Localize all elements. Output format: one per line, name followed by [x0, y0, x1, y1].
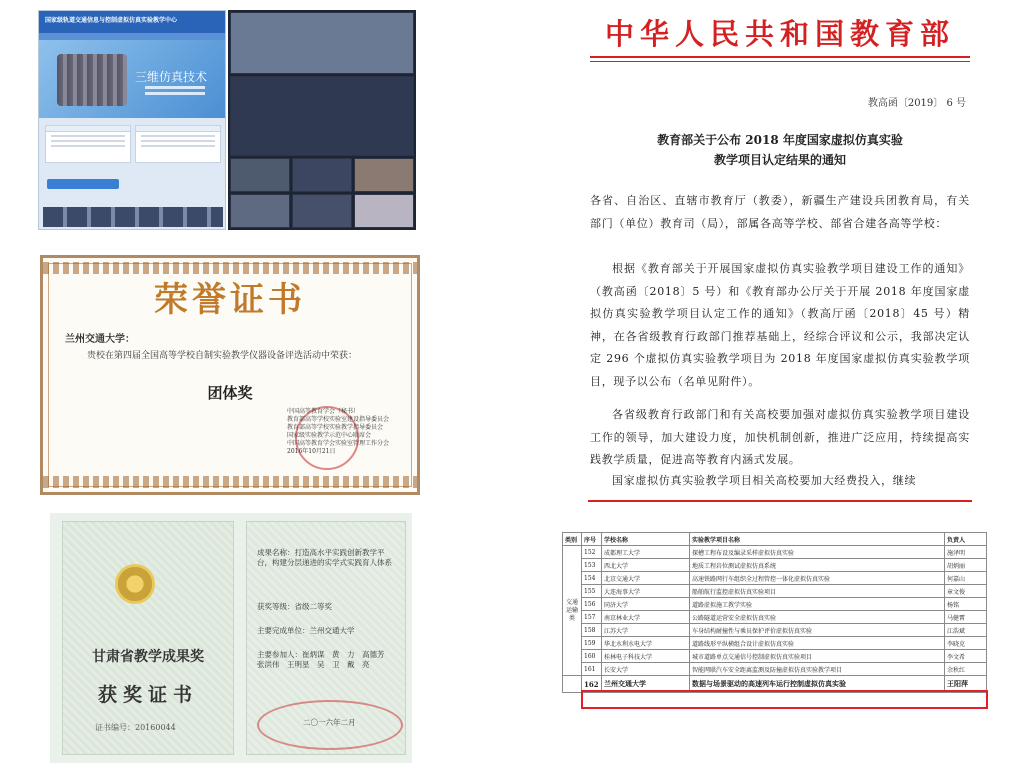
award-level: 获奖等级：省级二等奖	[257, 602, 332, 611]
cell-lead: 杨铭	[945, 598, 987, 611]
cell-school: 桂林电子科技大学	[602, 650, 690, 663]
header-rule	[590, 56, 970, 58]
award-cert-number: 证书编号：20160044	[95, 723, 176, 732]
cell-project: 地质工程岩位测试虚拟仿真系统	[690, 559, 945, 572]
cell-lead: 江浩斌	[945, 624, 987, 637]
cell-school: 大连海事大学	[602, 585, 690, 598]
cell-no: 162	[582, 676, 602, 693]
award-cover	[62, 521, 234, 755]
cell-lead: 王阳萍	[945, 676, 987, 693]
certificate-date: 2016年10月21日	[287, 448, 336, 455]
cell-lead: 李文希	[945, 650, 987, 663]
cell-lead: 马健霄	[945, 611, 987, 624]
cell-school: 华北水利水电大学	[602, 637, 690, 650]
header-rule-thin	[590, 61, 970, 62]
cell-no: 159	[582, 637, 602, 650]
cell-no: 158	[582, 624, 602, 637]
award-main-unit: 主要完成单位：兰州交通大学	[257, 626, 355, 635]
website-header-title: 国家级轨道交通信息与控制虚拟仿真实验教学中心	[39, 11, 225, 33]
banner-subtitle-lines	[145, 86, 205, 89]
cell-project: 数据与场景驱动的高速列车运行控制虚拟仿真实验	[690, 676, 945, 693]
website-photo-strip	[43, 207, 223, 227]
cell-school: 南京林业大学	[602, 611, 690, 624]
award-cover-title: 甘肃省教学成果奖	[92, 649, 204, 665]
notice-salutation: 各省、自治区、直辖市教育厅（教委），新疆生产建设兵团教育局，有关部门（单位）教育司（局），部属各高等学校、部省合建各高等学校：	[590, 194, 970, 230]
cell-no: 161	[582, 663, 602, 676]
award-date: 二〇一六年二月	[303, 718, 356, 727]
issuer-line: 中国高等教育学会（秘书）	[287, 408, 360, 415]
teaching-award-certificate	[50, 513, 412, 763]
sim-screen-6	[230, 194, 290, 228]
column-header: 负责人	[945, 533, 987, 546]
project-list-table	[562, 532, 987, 693]
website-nav-bar	[39, 33, 225, 40]
issuer-line: 中国高等教育学会实验室管理工作分会	[287, 440, 390, 447]
notice-paragraph-1: 根据《教育部关于开展国家虚拟仿真实验教学项目建设工作的通知》（教高函〔2018〕5 号）和《教育部办公厅关于开展 2018 年度国家虚拟仿真实验教学项目认定工作的通知》（教高厅函〔2018〕45 号）精神，在各省级教育行政部门推荐基础上，经综合评议和公示，我部决定认定 296 个虚拟仿真实验教学项目为 2018 年度国家虚拟仿真实验教学项目，现予以公布（名单见附件）。	[590, 262, 970, 388]
cell-project: 智能网联汽车安全距离监测及防撞虚拟仿真实验教学项目	[690, 663, 945, 676]
cell-school: 兰州交通大学	[602, 676, 690, 693]
category-cell: 交通运输类	[563, 546, 582, 676]
website-screenshot	[38, 10, 226, 230]
news-box	[45, 125, 131, 163]
notice-title	[580, 130, 980, 170]
honor-certificate	[40, 255, 420, 495]
notice-paragraph-2: 各省级教育行政部门和有关高校要加强对虚拟仿真实验教学项目建设工作的领导，加大建设力度，加快机制创新，推进广泛应用，持续提高实践教学质量，促进高等教育内涵式发展。	[590, 408, 970, 466]
table-row	[563, 598, 987, 611]
cell-project: 城市道路单点交通信号控制虚拟仿真实验项目	[690, 650, 945, 663]
sim-screen-8	[354, 194, 414, 228]
column-header: 类别	[563, 533, 582, 546]
certificate-recipient: 兰州交通大学：	[65, 334, 135, 345]
cell-no: 160	[582, 650, 602, 663]
highlight-box	[581, 690, 988, 709]
cell-project: 高速铁路网行车组织全过程管控一体化虚拟仿真实验	[690, 572, 945, 585]
cell-school: 西北大学	[602, 559, 690, 572]
cell-project: 车身结构耐撞性与乘员保护评价虚拟仿真实验	[690, 624, 945, 637]
award-participants: 主要参加人：崔炳谋 黄 力 高德芳 张洪伟 王明星 吴 卫 戴 亮	[257, 650, 392, 669]
moe-notice-document	[580, 0, 980, 510]
certificate-award: 团体奖	[207, 384, 253, 402]
sim-screen-7	[292, 194, 352, 228]
cell-no: 152	[582, 546, 602, 559]
award-cover-subtitle: 获奖证书	[97, 684, 198, 706]
issuer-line: 教育部高等学校实验室建设指导委员会	[287, 416, 390, 423]
column-header: 序号	[582, 533, 602, 546]
certificate-issuers	[287, 408, 389, 456]
bottom-ornament	[43, 476, 417, 488]
sim-screen-5	[354, 158, 414, 192]
notice-paragraph-3: 国家虚拟仿真实验教学项目相关高校要加大经费投入，继续	[612, 474, 917, 487]
table-row	[563, 650, 987, 663]
notice-title-line-2: 教学项目认定结果的通知	[713, 153, 846, 167]
cell-project: 探槽工程布设及编录采样虚拟仿真实验	[690, 546, 945, 559]
website-cta-button	[47, 179, 119, 189]
cell-no: 154	[582, 572, 602, 585]
cell-school: 江苏大学	[602, 624, 690, 637]
sim-screen-2	[230, 76, 414, 156]
simulation-screenshots	[228, 10, 416, 230]
category-cell	[563, 676, 582, 693]
cell-school: 北京交通大学	[602, 572, 690, 585]
cell-lead: 章文俊	[945, 585, 987, 598]
column-header: 实验教学项目名称	[690, 533, 945, 546]
project-table	[562, 532, 990, 714]
banner-title: 三维仿真技术	[135, 70, 208, 84]
table-row	[563, 585, 987, 598]
website-content-grid	[43, 123, 223, 165]
table-row	[563, 572, 987, 585]
cell-school: 成都理工大学	[602, 546, 690, 559]
cell-no: 153	[582, 559, 602, 572]
table-row	[563, 663, 987, 676]
cell-project: 船舶航行监控虚拟仿真实验项目	[690, 585, 945, 598]
cell-no: 156	[582, 598, 602, 611]
issuer-line: 国家级实验教学示范中心联席会	[287, 432, 372, 439]
website-banner	[39, 40, 225, 118]
table-row	[563, 611, 987, 624]
notice-bottom-rule	[588, 500, 972, 502]
emblem-icon	[115, 564, 155, 604]
table-row	[563, 546, 987, 559]
table-row	[563, 559, 987, 572]
cell-no: 155	[582, 585, 602, 598]
table-row	[563, 637, 987, 650]
table-header-row	[563, 533, 987, 546]
sim-screen-3	[230, 158, 290, 192]
notice-box	[135, 125, 221, 163]
column-header: 学校名称	[602, 533, 690, 546]
certificate-title: 荣誉证书	[154, 280, 306, 320]
cell-school: 长安大学	[602, 663, 690, 676]
notice-title-line-1: 教育部关于公布 2018 年度国家虚拟仿真实验	[657, 133, 903, 147]
cell-project: 公路隧道运营安全虚拟仿真实验	[690, 611, 945, 624]
issuer-line: 教育部高等学校实验教学指导委员会	[287, 424, 384, 431]
award-inside-page	[246, 521, 406, 755]
cell-lead: 胡炳丽	[945, 559, 987, 572]
cell-no: 157	[582, 611, 602, 624]
sim-screen-4	[292, 158, 352, 192]
cell-project: 道路线形平纵横组合设计虚拟仿真实验	[690, 637, 945, 650]
certificate-body: 贵校在第四届全国高等学校自制实验教学仪器设备评选活动中荣获：	[87, 351, 358, 361]
cell-project: 道路虚拟施工教学实验	[690, 598, 945, 611]
cell-lead: 施泽明	[945, 546, 987, 559]
cell-lead: 李晓克	[945, 637, 987, 650]
award-result-name: 成果名称：打造高水平实践创新教学平台，构建分层递进的实学式实践育人体系	[257, 548, 392, 567]
cell-lead: 余秋红	[945, 663, 987, 676]
cell-lead: 何嘉山	[945, 572, 987, 585]
document-number: 教高函〔2019〕 6 号	[867, 98, 966, 109]
machine-image	[57, 54, 127, 106]
cell-school: 同济大学	[602, 598, 690, 611]
sim-screen-1	[230, 12, 414, 74]
table-row	[563, 624, 987, 637]
ministry-header: 中华人民共和国教育部	[604, 17, 955, 51]
